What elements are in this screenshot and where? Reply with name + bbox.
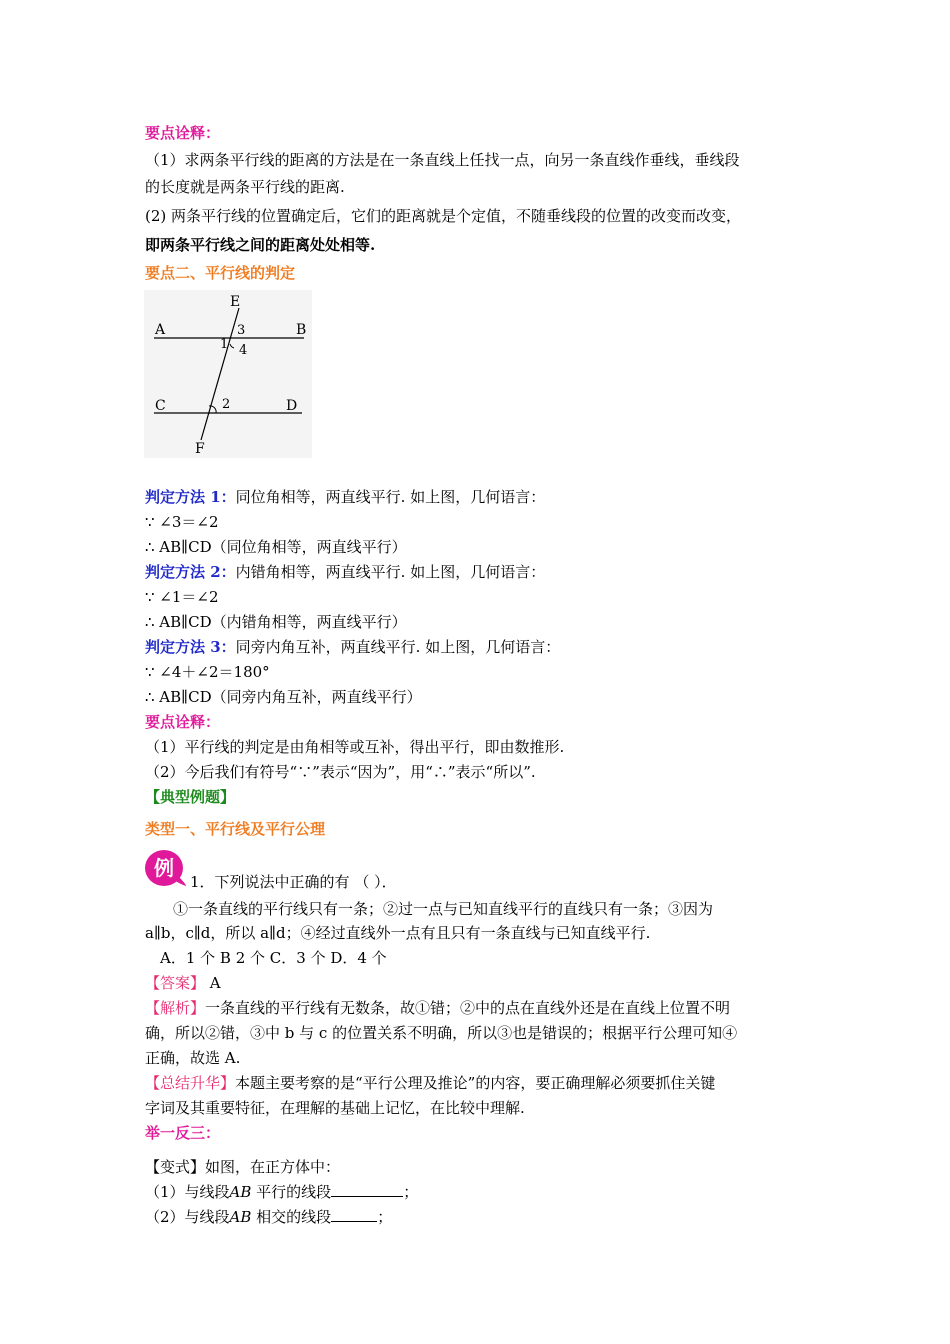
method-1-label: 判定方法 1： [145,488,236,506]
example1-answer [145,973,221,993]
notes-heading-1: 要点诠释： [145,124,221,142]
example1-options: A．1 个 B 2 个 C．3 个 D．4 个 [160,949,387,967]
method-2-because: ∵ ∠1＝∠2 [145,588,219,606]
notes2-line2: （2）今后我们有符号“∵”表示“因为”，用“∴”表示“所以”. [145,763,536,781]
method-2-label: 判定方法 2： [145,563,236,581]
summary-tag: 【总结升华】 [145,1074,236,1092]
practice-q2-prefix: （2）与线段 [145,1208,230,1226]
method-1-text: 同位角相等，两直线平行. 如上图，几何语言： [235,488,546,506]
method-2 [145,562,545,582]
practice-q2-var: AB [229,1208,252,1226]
analysis-text-1: 一条直线的平行线有无数条，故①错；②中的点在直线外还是在直线上位置不明 [205,999,731,1017]
notes1-p1-line1: （1）求两条平行线的距离的方法是在一条直线上任找一点，向另一条直线作垂线，垂线段 [145,151,740,169]
examples-heading: 【典型例题】 [145,788,236,806]
practice-q1-var: AB [229,1183,252,1201]
answer-tag: 【答案】 [145,974,206,992]
label-angle-4: 4 [239,343,248,358]
label-E: E [230,294,241,310]
practice-q1-suffix: 平行的线段 [251,1183,332,1201]
section2-heading: 要点二、平行线的判定 [145,264,296,282]
analysis-tag: 【解析】 [145,999,206,1017]
example1-summary-line1 [145,1073,715,1093]
answer-value: A [205,974,221,992]
example1-stmt-line1: ①一条直线的平行线只有一条；②过一点与已知直线平行的直线只有一条；③因为 [173,900,714,918]
practice-q1-end: ； [403,1183,419,1201]
label-angle-2: 2 [222,397,231,412]
practice-q2-blank[interactable] [331,1207,377,1222]
parallel-lines-figure [144,290,312,458]
label-A: A [155,322,166,338]
label-F: F [195,441,205,457]
label-D: D [286,398,298,414]
badge-text: 例 [154,856,174,880]
notes-heading-2: 要点诠释： [145,713,221,731]
summary-text-1: 本题主要考察的是“平行公理及推论”的内容，要正确理解必须要抓住关键 [235,1074,716,1092]
example1-summary-line2: 字词及其重要特征，在理解的基础上记忆，在比较中理解. [145,1099,525,1117]
label-B: B [296,322,307,338]
notes1-p2-line2: 即两条平行线之间的距离处处相等. [145,236,376,254]
method-2-text: 内错角相等，两直线平行. 如上图，几何语言： [235,563,546,581]
practice-q1-blank[interactable] [331,1182,403,1197]
method-1-because: ∵ ∠3＝∠2 [145,513,219,531]
example1-stmt-line2: a∥b，c∥d，所以 a∥d；④经过直线外一点有且只有一条直线与已知直线平行. [145,924,651,942]
method-3-label: 判定方法 3： [145,638,236,656]
method-1 [145,487,545,507]
method-3-therefore: ∴ AB∥CD（同旁内角互补，两直线平行） [145,688,422,706]
method-3-text: 同旁内角互补，两直线平行. 如上图，几何语言： [235,638,561,656]
practice-q1-prefix: （1）与线段 [145,1183,230,1201]
type1-heading: 类型一、平行线及平行公理 [145,820,326,838]
label-C: C [155,398,166,414]
method-3 [145,637,560,657]
method-3-because: ∵ ∠4＋∠2＝180° [145,663,270,681]
method-2-therefore: ∴ AB∥CD（内错角相等，两直线平行） [145,613,407,631]
example1-question: 1．下列说法中正确的有 （ ）． [190,873,397,891]
notes1-p1-line2: 的长度就是两条平行线的距离. [145,178,345,196]
practice-variant: 【变式】如图，在正方体中： [145,1158,341,1176]
notes1-p2-line1: (2) 两条平行线的位置确定后，它们的距离就是个定值，不随垂线段的位置的改变而改变， [145,207,742,225]
label-angle-3: 3 [237,323,246,338]
notes2-line1: （1）平行线的判定是由角相等或互补，得出平行，即由数推形. [145,738,565,756]
example1-analysis-line3: 正确，故选 A. [145,1049,241,1067]
label-angle-1: 1 [220,337,229,352]
practice-q2-suffix: 相交的线段 [251,1208,332,1226]
example1-analysis-line2: 确，所以②错，③中 b 与 c 的位置关系不明确，所以③也是错误的；根据平行公理可知④ [145,1024,738,1042]
practice-heading: 举一反三： [145,1124,221,1142]
practice-q1 [145,1182,418,1202]
method-1-therefore: ∴ AB∥CD（同位角相等，两直线平行） [145,538,407,556]
practice-q2-end: ； [377,1208,393,1226]
example1-analysis-line1 [145,998,730,1018]
example-badge-icon [142,846,188,888]
practice-q2 [145,1207,392,1227]
